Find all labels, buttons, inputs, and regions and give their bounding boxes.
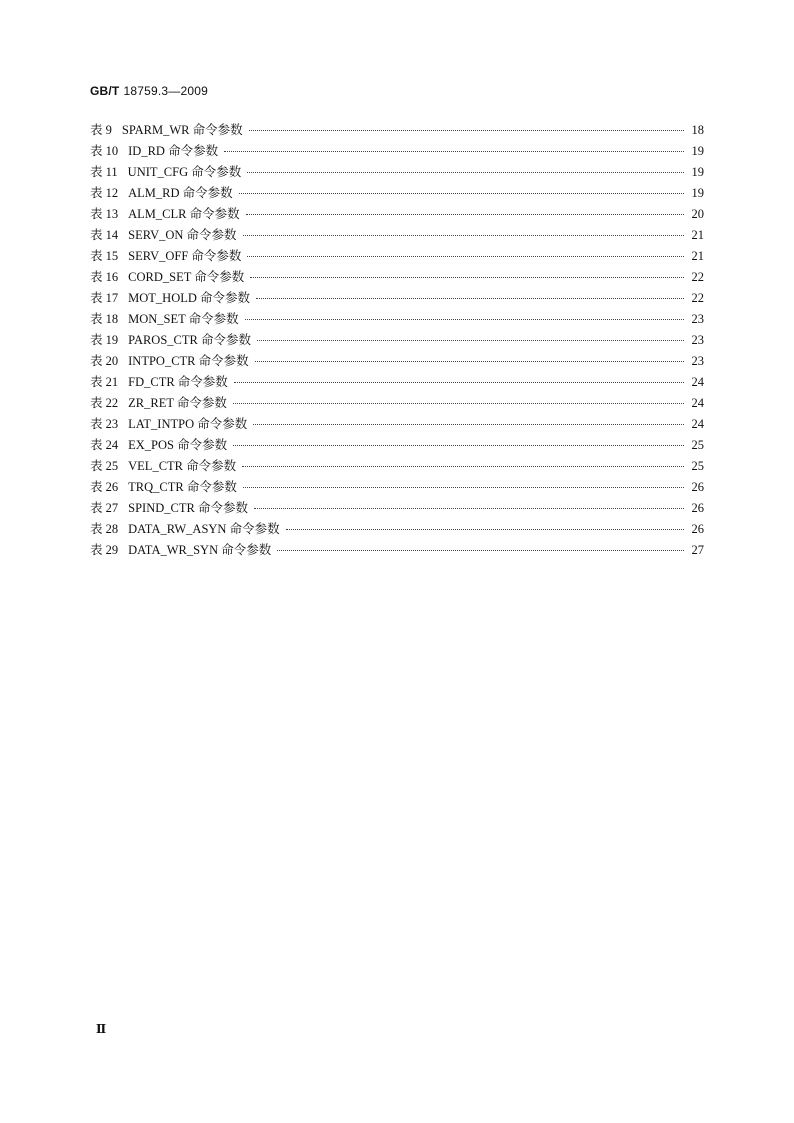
dot-leader	[247, 161, 684, 173]
standard-prefix: GB/T	[90, 84, 120, 98]
toc-table-number: 表 17	[90, 291, 119, 305]
toc-entry-label	[90, 477, 237, 495]
toc-entry-label	[90, 246, 241, 264]
toc-table-number: 表 13	[90, 207, 119, 221]
toc-table-number: 表 11	[90, 165, 118, 179]
toc-entry[interactable]	[90, 141, 704, 162]
toc-page-number: 25	[691, 438, 704, 452]
toc-entry[interactable]	[90, 162, 704, 183]
toc-entry[interactable]	[90, 330, 704, 351]
toc-page-number: 26	[691, 501, 704, 515]
toc-table-number: 表 10	[90, 144, 119, 158]
toc-table-number: 表 21	[90, 375, 119, 389]
toc-page-number: 21	[691, 249, 704, 263]
toc-page-number: 23	[691, 354, 704, 368]
toc-entry-label	[90, 393, 227, 411]
toc-entry[interactable]	[90, 267, 704, 288]
toc-page-number: 22	[691, 291, 704, 305]
toc-table-title: EX_POS 命令参数	[128, 438, 228, 452]
toc-page-number: 24	[691, 375, 704, 389]
dot-leader	[233, 392, 684, 404]
toc-page-number: 23	[691, 333, 704, 347]
toc-table-title: SERV_OFF 命令参数	[128, 249, 242, 263]
toc-entry-label	[90, 330, 251, 348]
toc-table-number: 表 14	[90, 228, 119, 242]
standard-number: 18759.3—2009	[123, 84, 208, 98]
toc-table-number: 表 23	[90, 417, 119, 431]
dot-leader	[254, 497, 684, 509]
toc-page-number: 21	[691, 228, 704, 242]
toc-entry[interactable]	[90, 288, 704, 309]
toc-table-number: 表 20	[90, 354, 119, 368]
toc-table-title: DATA_RW_ASYN 命令参数	[128, 522, 280, 536]
toc-entry[interactable]	[90, 225, 704, 246]
toc-table-title: ZR_RET 命令参数	[128, 396, 227, 410]
toc-page-number: 27	[691, 543, 704, 557]
toc-entry[interactable]	[90, 519, 704, 540]
toc-page-number: 23	[691, 312, 704, 326]
toc-page-number: 20	[691, 207, 704, 221]
toc-entry[interactable]	[90, 435, 704, 456]
toc-table-number: 表 26	[90, 480, 119, 494]
toc-page-number: 19	[691, 165, 704, 179]
toc-page-number: 24	[691, 417, 704, 431]
table-of-contents	[90, 120, 704, 561]
toc-entry-label	[90, 225, 237, 243]
dot-leader	[257, 329, 684, 341]
dot-leader	[286, 518, 684, 530]
toc-entry-label	[90, 498, 248, 516]
toc-table-number: 表 22	[90, 396, 119, 410]
toc-entry[interactable]	[90, 351, 704, 372]
toc-table-title: FD_CTR 命令参数	[128, 375, 228, 389]
dot-leader	[224, 140, 684, 152]
toc-table-number: 表 24	[90, 438, 119, 452]
toc-entry-label	[90, 456, 236, 474]
dot-leader	[255, 350, 684, 362]
toc-table-title: ID_RD 命令参数	[128, 144, 219, 158]
toc-entry-label	[90, 141, 218, 159]
toc-table-number: 表 25	[90, 459, 119, 473]
toc-table-title: SPARM_WR 命令参数	[121, 123, 243, 137]
toc-entry-label	[90, 120, 243, 138]
toc-page-number: 18	[691, 123, 704, 137]
toc-entry-label	[90, 267, 244, 285]
dot-leader	[256, 287, 684, 299]
toc-entry[interactable]	[90, 456, 704, 477]
toc-table-number: 表 29	[90, 543, 119, 557]
toc-entry[interactable]	[90, 183, 704, 204]
toc-entry-label	[90, 204, 240, 222]
document-header	[90, 84, 208, 98]
toc-table-number: 表 15	[90, 249, 119, 263]
toc-table-number: 表 18	[90, 312, 119, 326]
toc-entry[interactable]	[90, 120, 704, 141]
toc-page-number: 26	[691, 480, 704, 494]
toc-entry-label	[90, 414, 247, 432]
toc-table-title: CORD_SET 命令参数	[128, 270, 245, 284]
toc-page-number: 19	[691, 186, 704, 200]
dot-leader	[233, 434, 684, 446]
toc-entry-label	[90, 162, 241, 180]
toc-entry[interactable]	[90, 309, 704, 330]
toc-table-number: 表 28	[90, 522, 119, 536]
dot-leader	[234, 371, 684, 383]
toc-entry[interactable]	[90, 372, 704, 393]
dot-leader	[242, 455, 684, 467]
toc-table-number: 表 12	[90, 186, 119, 200]
toc-table-title: PAROS_CTR 命令参数	[128, 333, 251, 347]
dot-leader	[245, 308, 684, 320]
toc-table-title: MON_SET 命令参数	[128, 312, 239, 326]
dot-leader	[243, 224, 684, 236]
toc-table-title: INTPO_CTR 命令参数	[128, 354, 249, 368]
toc-entry-label	[90, 519, 280, 537]
page-number: Ⅱ	[96, 1022, 107, 1036]
toc-entry[interactable]	[90, 477, 704, 498]
dot-leader	[277, 539, 684, 551]
toc-table-title: MOT_HOLD 命令参数	[128, 291, 251, 305]
toc-entry-label	[90, 351, 249, 369]
toc-page-number: 26	[691, 522, 704, 536]
toc-entry[interactable]	[90, 498, 704, 519]
toc-table-title: ALM_CLR 命令参数	[128, 207, 240, 221]
dot-leader	[243, 476, 684, 488]
dot-leader	[247, 245, 684, 257]
toc-page-number: 25	[691, 459, 704, 473]
toc-entry-label	[90, 309, 239, 327]
toc-entry-label	[90, 540, 271, 558]
toc-page-number: 22	[691, 270, 704, 284]
toc-table-title: DATA_WR_SYN 命令参数	[128, 543, 272, 557]
toc-table-number: 表 19	[90, 333, 119, 347]
toc-table-number: 表 9	[90, 123, 112, 137]
toc-table-number: 表 27	[90, 501, 119, 515]
toc-entry[interactable]	[90, 246, 704, 267]
dot-leader	[250, 266, 684, 278]
dot-leader	[253, 413, 684, 425]
toc-entry-label	[90, 288, 250, 306]
toc-table-title: LAT_INTPO 命令参数	[128, 417, 248, 431]
toc-table-title: UNIT_CFG 命令参数	[127, 165, 242, 179]
toc-table-title: TRQ_CTR 命令参数	[128, 480, 237, 494]
toc-entry[interactable]	[90, 204, 704, 225]
toc-entry[interactable]	[90, 414, 704, 435]
toc-entry-label	[90, 372, 228, 390]
dot-leader	[249, 119, 684, 131]
toc-entry-label	[90, 435, 227, 453]
toc-table-title: VEL_CTR 命令参数	[128, 459, 237, 473]
dot-leader	[239, 182, 684, 194]
dot-leader	[246, 203, 684, 215]
toc-entry[interactable]	[90, 540, 704, 561]
toc-table-title: SPIND_CTR 命令参数	[128, 501, 248, 515]
toc-table-number: 表 16	[90, 270, 119, 284]
toc-table-title: ALM_RD 命令参数	[128, 186, 233, 200]
toc-entry[interactable]	[90, 393, 704, 414]
toc-page-number: 24	[691, 396, 704, 410]
toc-entry-label	[90, 183, 233, 201]
toc-table-title: SERV_ON 命令参数	[128, 228, 237, 242]
toc-page-number: 19	[691, 144, 704, 158]
